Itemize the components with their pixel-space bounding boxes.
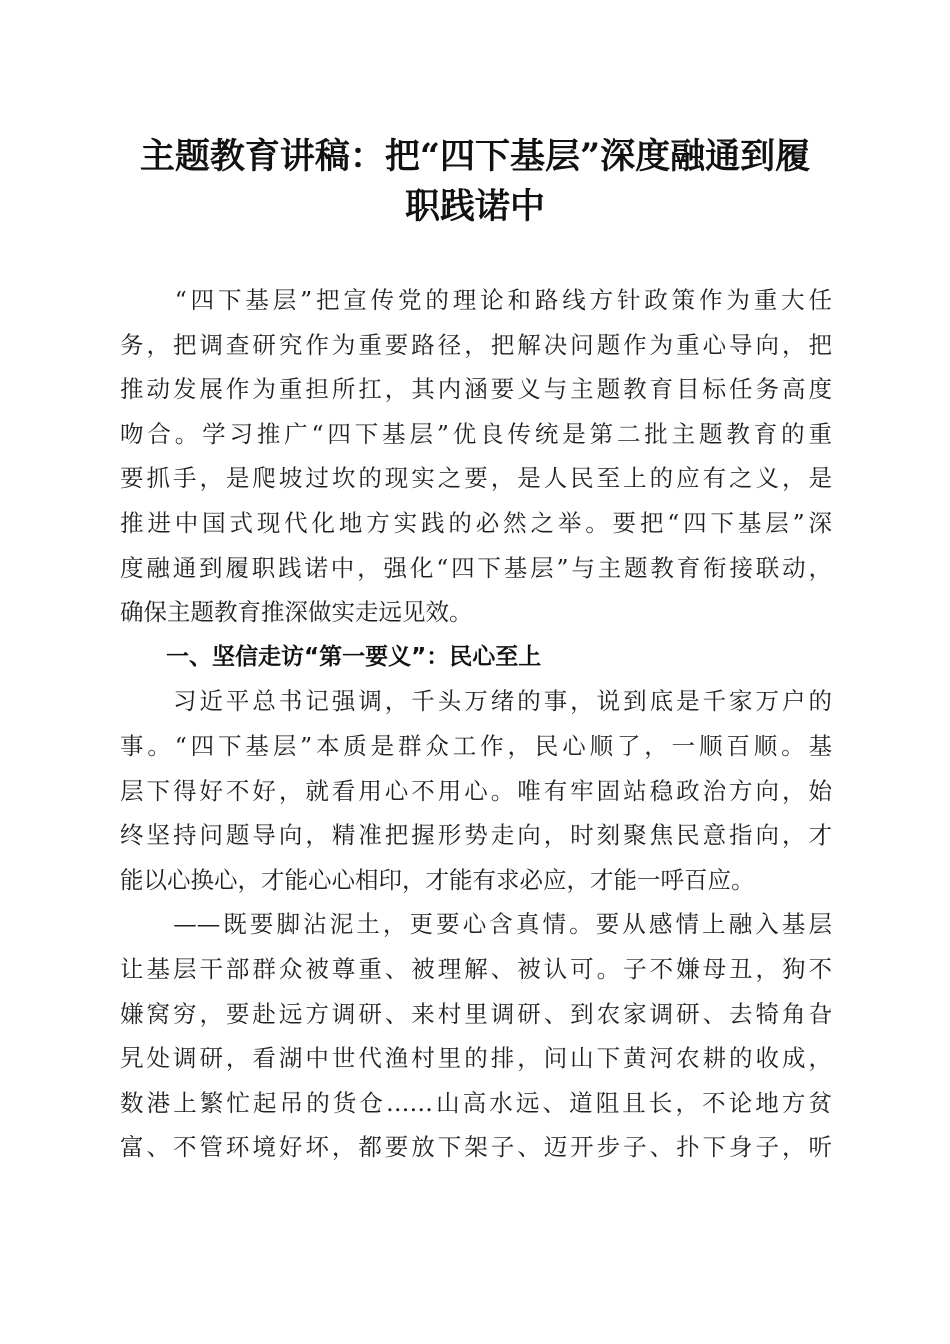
body-line: 层下得好不好，就看用心不用心。唯有牢固站稳政治方向，始 [120, 776, 832, 805]
body-line: 度融通到履职践诺中，强化“四下基层”与主题教育衔接联动， [120, 553, 832, 582]
body-line: 让基层干部群众被尊重、被理解、被认可。子不嫌母丑，狗不 [120, 954, 832, 983]
body-line: 要抓手，是爬坡过坎的现实之要，是人民至上的应有之义，是 [120, 464, 832, 493]
body-line: 习近平总书记强调，千头万绪的事，说到底是千家万户的 [120, 687, 832, 716]
body-line: 推进中国式现代化地方实践的必然之举。要把“四下基层”深 [120, 508, 832, 537]
body-line: 务，把调查研究作为重要路径，把解决问题作为重心导向，把 [120, 330, 832, 359]
body-line: 嫌窝穷，要赴远方调研、来村里调研、到农家调研、去犄角旮 [120, 999, 832, 1028]
document-title [100, 132, 850, 232]
body-line: 富、不管环境好坏，都要放下架子、迈开步子、扑下身子，听 [120, 1133, 832, 1162]
section-heading: 一、坚信走访“第一要义”：民心至上 [120, 643, 542, 670]
body-line: 数港上繁忙起吊的货仓……山高水远、道阻且长，不论地方贫 [120, 1088, 832, 1117]
body-line: 确保主题教育推深做实走远见效。 [120, 598, 473, 627]
body-line: 事。“四下基层”本质是群众工作，民心顺了，一顺百顺。基 [120, 731, 832, 760]
body-line: 旯处调研，看湖中世代渔村里的排，问山下黄河农耕的收成， [120, 1044, 832, 1073]
body-line: “四下基层”把宣传党的理论和路线方针政策作为重大任 [120, 286, 832, 314]
body-line: 吻合。学习推广“四下基层”优良传统是第二批主题教育的重 [120, 419, 832, 448]
title-line-2: 职践诺中 [404, 186, 545, 227]
document-body [120, 278, 832, 1170]
title-line-1: 主题教育讲稿：把“四下基层”深度融通到履 [139, 136, 811, 177]
body-line: 推动发展作为重担所扛，其内涵要义与主题教育目标任务高度 [120, 375, 832, 404]
body-line: 能以心换心，才能心心相印，才能有求必应，才能一呼百应。 [120, 865, 755, 894]
body-line: 终坚持问题导向，精准把握形势走向，时刻聚焦民意指向，才 [120, 821, 832, 850]
body-line: ——既要脚沾泥土，更要心含真情。要从感情上融入基层 [120, 910, 832, 939]
